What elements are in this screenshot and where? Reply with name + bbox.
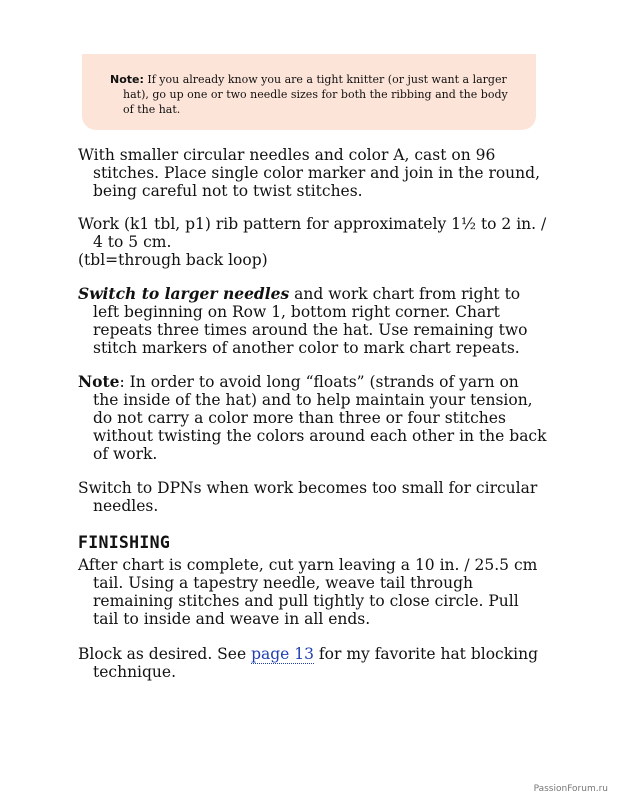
finishing-paragraph: After chart is complete, cut yarn leaving a 10 in. / 25.5 cm tail. Using a tapestry needle, weave tail through remaining stitches and pull tightly to close circle. Pull tail to inside and weave in all ends. (78, 556, 538, 628)
switch-needles-text: and work chart from right to left beginning on Row 1, bottom right corner. Chart repeats three times around the hat. Use remaining two stitch markers of another color to mark chart repeats. (93, 285, 528, 357)
switch-needles-lead: Switch to larger needles (78, 284, 290, 303)
note-callout-body: If you already know you are a tight knitter (or just want a larger hat), go up one or two needle sizes for both the ribbing and the body of the hat. (123, 73, 508, 116)
note-callout (82, 54, 536, 130)
page-13-link[interactable]: page 13 (251, 645, 314, 663)
floats-note-lead: Note (78, 372, 120, 391)
dpns-paragraph: Switch to DPNs when work becomes too small for circular needles. (78, 479, 538, 515)
blocking-text: for my favorite hat blocking technique. (93, 645, 538, 681)
cast-on-paragraph: With smaller circular needles and color A, cast on 96 stitches. Place single color marker and join in the round, being careful not to twist stitches. (78, 146, 540, 200)
floats-note-paragraph (78, 373, 548, 463)
finishing-heading: FINISHING (78, 533, 171, 552)
switch-needles-paragraph (78, 285, 548, 357)
tbl-note: (tbl=through back loop) (78, 251, 268, 269)
note-callout-text (110, 72, 520, 117)
watermark: PassionForum.ru (533, 784, 608, 794)
blocking-lead: Block as desired. See (78, 645, 252, 663)
note-callout-label: Note: (110, 73, 144, 86)
blocking-paragraph (78, 645, 548, 681)
rib-paragraph: Work (k1 tbl, p1) rib pattern for approximately 1½ to 2 in. / 4 to 5 cm. (78, 215, 547, 251)
floats-note-text: : In order to avoid long “floats” (strands of yarn on the inside of the hat) and to help maintain your tension, do not carry a color more than three or four stitches without twisting the colors around each other in the back of work. (93, 373, 547, 463)
